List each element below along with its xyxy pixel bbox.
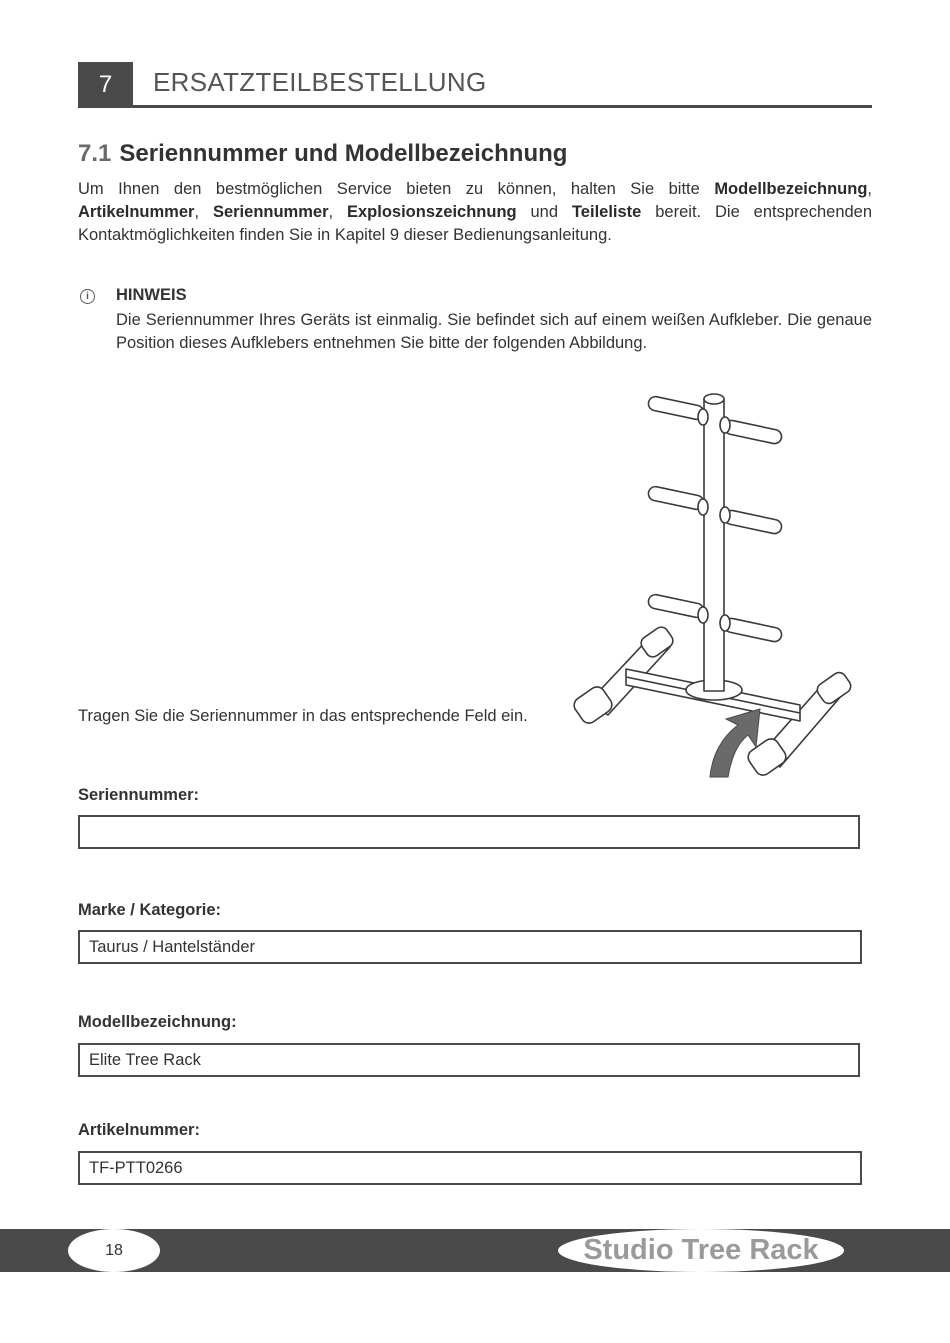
- intro-paragraph: [78, 178, 872, 247]
- intro-text: Um Ihnen den bestmöglichen Service bieten zu können, halten Sie bitte: [78, 180, 715, 198]
- intro-bold-partslist: Teileliste: [571, 203, 642, 221]
- intro-bold-explosion: Explosionszeichnung: [347, 203, 517, 221]
- chapter-divider: [78, 105, 872, 108]
- chapter-number: 7: [78, 62, 133, 107]
- serial-label: Seriennummer:: [78, 786, 200, 804]
- intro-text: ,: [328, 203, 347, 221]
- info-icon: i: [80, 289, 95, 304]
- instruction-text: Tragen Sie die Seriennummer in das entsprechende Feld ein.: [78, 707, 528, 725]
- brand-field[interactable]: Taurus / Hantelständer: [78, 930, 862, 964]
- center-post: [704, 399, 724, 691]
- note-heading: HINWEIS: [116, 286, 187, 304]
- intro-bold-serial: Seriennummer: [212, 203, 329, 221]
- intro-text: ,: [867, 180, 872, 198]
- serial-field[interactable]: [78, 815, 860, 849]
- intro-text: und: [516, 203, 572, 221]
- intro-bold-article: Artikelnummer: [78, 203, 195, 221]
- tree-rack-illustration: [560, 385, 865, 785]
- note-body: Die Seriennummer Ihres Geräts ist einmalig. Sie befindet sich auf einem weißen Aufkleber. Die genaue Position dieses Aufklebers entnehmen Sie bitte der folgenden Abbildung.: [116, 311, 872, 352]
- section-number: 7.1: [78, 140, 112, 167]
- intro-text: ,: [194, 203, 213, 221]
- intro-bold-model: Modellbezeichnung: [714, 180, 868, 198]
- section-title: [78, 140, 567, 168]
- product-name: Studio Tree Rack: [558, 1229, 844, 1272]
- article-label: Artikelnummer:: [78, 1121, 200, 1139]
- model-label: Modellbezeichnung:: [78, 1013, 237, 1031]
- page-number: 18: [68, 1229, 160, 1272]
- intro-text: bereit. Die entsprechenden Kontaktmöglichkeiten finden Sie in Kapitel 9 dieser Bedienungsanleitung.: [78, 203, 873, 244]
- model-field[interactable]: Elite Tree Rack: [78, 1043, 860, 1077]
- brand-label: Marke / Kategorie:: [78, 901, 222, 919]
- article-field[interactable]: TF-PTT0266: [78, 1151, 862, 1185]
- chapter-title: ERSATZTEILBESTELLUNG: [153, 67, 487, 97]
- section-title-text: Seriennummer und Modellbezeichnung: [119, 140, 568, 167]
